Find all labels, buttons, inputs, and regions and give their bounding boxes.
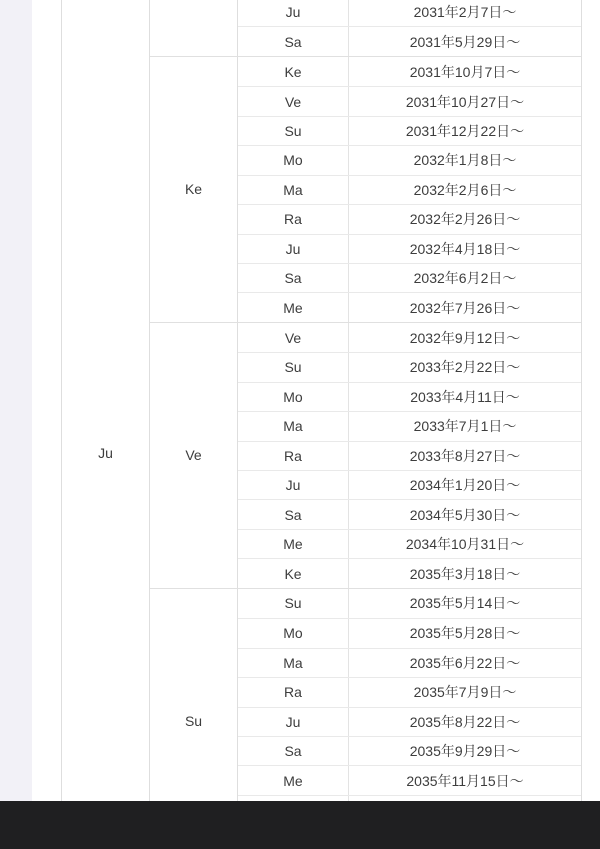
date-cell: 2031年10月27日〜 bbox=[405, 93, 525, 110]
pratyantar-cell: Sa bbox=[238, 27, 349, 55]
pratyantar-cell: Ve bbox=[238, 323, 349, 352]
pratyantar-cell: Ra bbox=[238, 205, 349, 233]
date-cell: 2035年7月9日〜 bbox=[413, 684, 517, 701]
pratyantar-cell: Mo bbox=[238, 383, 349, 411]
antardasha-label: Ke bbox=[184, 181, 203, 198]
date-cell: 2034年1月20日〜 bbox=[409, 477, 521, 494]
table-row bbox=[238, 618, 581, 647]
pratyantar-cell: Mo bbox=[238, 619, 349, 647]
date-cell: 2035年8月22日〜 bbox=[409, 713, 521, 730]
date-cell: 2033年7月1日〜 bbox=[413, 418, 517, 435]
antardasha-label: Ve bbox=[185, 447, 202, 464]
antardasha-cell bbox=[150, 57, 238, 322]
antardasha-sections bbox=[150, 0, 581, 849]
table-row bbox=[238, 677, 581, 706]
section-rows bbox=[238, 0, 581, 56]
date-cell: 2031年10月7日〜 bbox=[409, 63, 521, 80]
table-row bbox=[238, 382, 581, 411]
date-cell: 2033年4月11日〜 bbox=[410, 388, 520, 405]
pratyantar-cell: Ju bbox=[238, 471, 349, 499]
antardasha-section bbox=[150, 322, 581, 588]
pratyantar-cell: Su bbox=[238, 353, 349, 381]
table-row bbox=[238, 648, 581, 677]
date-cell: 2035年11月15日〜 bbox=[406, 772, 524, 789]
section-rows bbox=[238, 323, 581, 588]
table-row bbox=[238, 765, 581, 794]
table-row bbox=[238, 470, 581, 499]
date-cell: 2032年7月26日〜 bbox=[409, 299, 521, 316]
table-row bbox=[238, 323, 581, 352]
table-row bbox=[238, 499, 581, 528]
dasha-period-table bbox=[61, 0, 582, 849]
table-row bbox=[238, 411, 581, 440]
pratyantar-cell: Ra bbox=[238, 442, 349, 470]
bottom-navigation-bar bbox=[0, 801, 600, 849]
page-gutter bbox=[0, 0, 32, 801]
date-cell: 2033年2月22日〜 bbox=[409, 359, 521, 376]
date-cell: 2034年10月31日〜 bbox=[405, 536, 525, 553]
date-cell: 2035年3月18日〜 bbox=[409, 565, 521, 582]
antardasha-cell bbox=[150, 323, 238, 588]
table-row bbox=[238, 116, 581, 145]
date-cell: 2032年2月26日〜 bbox=[409, 211, 521, 228]
mahadasha-column bbox=[62, 0, 150, 849]
pratyantar-cell: Me bbox=[238, 293, 349, 321]
date-cell: 2035年5月14日〜 bbox=[409, 595, 521, 612]
table-row bbox=[238, 558, 581, 587]
date-cell: 2031年2月7日〜 bbox=[413, 3, 517, 20]
pratyantar-cell: Ma bbox=[238, 176, 349, 204]
antardasha-section bbox=[150, 56, 581, 322]
table-row bbox=[238, 204, 581, 233]
date-cell: 2031年12月22日〜 bbox=[405, 122, 525, 139]
pratyantar-cell: Me bbox=[238, 530, 349, 558]
table-row bbox=[238, 352, 581, 381]
table-row bbox=[238, 26, 581, 55]
pratyantar-cell: Ju bbox=[238, 708, 349, 736]
mahadasha-label: Ju bbox=[98, 445, 113, 461]
table-row bbox=[238, 234, 581, 263]
date-cell: 2032年6月2日〜 bbox=[413, 270, 517, 287]
date-cell: 2032年4月18日〜 bbox=[409, 240, 521, 257]
pratyantar-cell: Ju bbox=[238, 0, 349, 26]
date-cell: 2033年8月27日〜 bbox=[409, 447, 521, 464]
table-row bbox=[238, 707, 581, 736]
date-cell: 2032年1月8日〜 bbox=[413, 152, 517, 169]
pratyantar-cell: Me bbox=[238, 766, 349, 794]
section-rows bbox=[238, 57, 581, 322]
pratyantar-cell: Su bbox=[238, 589, 349, 618]
table-row bbox=[238, 0, 581, 26]
pratyantar-cell: Ju bbox=[238, 235, 349, 263]
pratyantar-cell: Ma bbox=[238, 412, 349, 440]
pratyantar-cell: Mo bbox=[238, 146, 349, 174]
date-cell: 2035年6月22日〜 bbox=[409, 654, 521, 671]
pratyantar-cell: Su bbox=[238, 117, 349, 145]
table-row bbox=[238, 529, 581, 558]
table-row bbox=[238, 441, 581, 470]
date-cell: 2035年5月28日〜 bbox=[409, 625, 521, 642]
table-row bbox=[238, 263, 581, 292]
table-row bbox=[238, 589, 581, 618]
pratyantar-cell: Ma bbox=[238, 649, 349, 677]
table-row bbox=[238, 145, 581, 174]
date-cell: 2032年9月12日〜 bbox=[409, 329, 521, 346]
date-cell: 2032年2月6日〜 bbox=[413, 181, 517, 198]
table-row bbox=[238, 86, 581, 115]
pratyantar-cell: Ra bbox=[238, 678, 349, 706]
pratyantar-cell: Sa bbox=[238, 737, 349, 765]
table-row bbox=[238, 57, 581, 86]
pratyantar-cell: Ke bbox=[238, 57, 349, 86]
date-cell: 2034年5月30日〜 bbox=[409, 506, 521, 523]
table-row bbox=[238, 175, 581, 204]
table-row bbox=[238, 736, 581, 765]
pratyantar-cell: Sa bbox=[238, 500, 349, 528]
antardasha-cell bbox=[150, 0, 238, 56]
date-cell: 2035年9月29日〜 bbox=[409, 743, 521, 760]
antardasha-label: Su bbox=[184, 713, 203, 730]
pratyantar-cell: Ve bbox=[238, 87, 349, 115]
antardasha-section bbox=[150, 0, 581, 56]
pratyantar-cell: Ke bbox=[238, 559, 349, 587]
pratyantar-cell: Sa bbox=[238, 264, 349, 292]
date-cell: 2031年5月29日〜 bbox=[409, 33, 521, 50]
table-row bbox=[238, 292, 581, 321]
